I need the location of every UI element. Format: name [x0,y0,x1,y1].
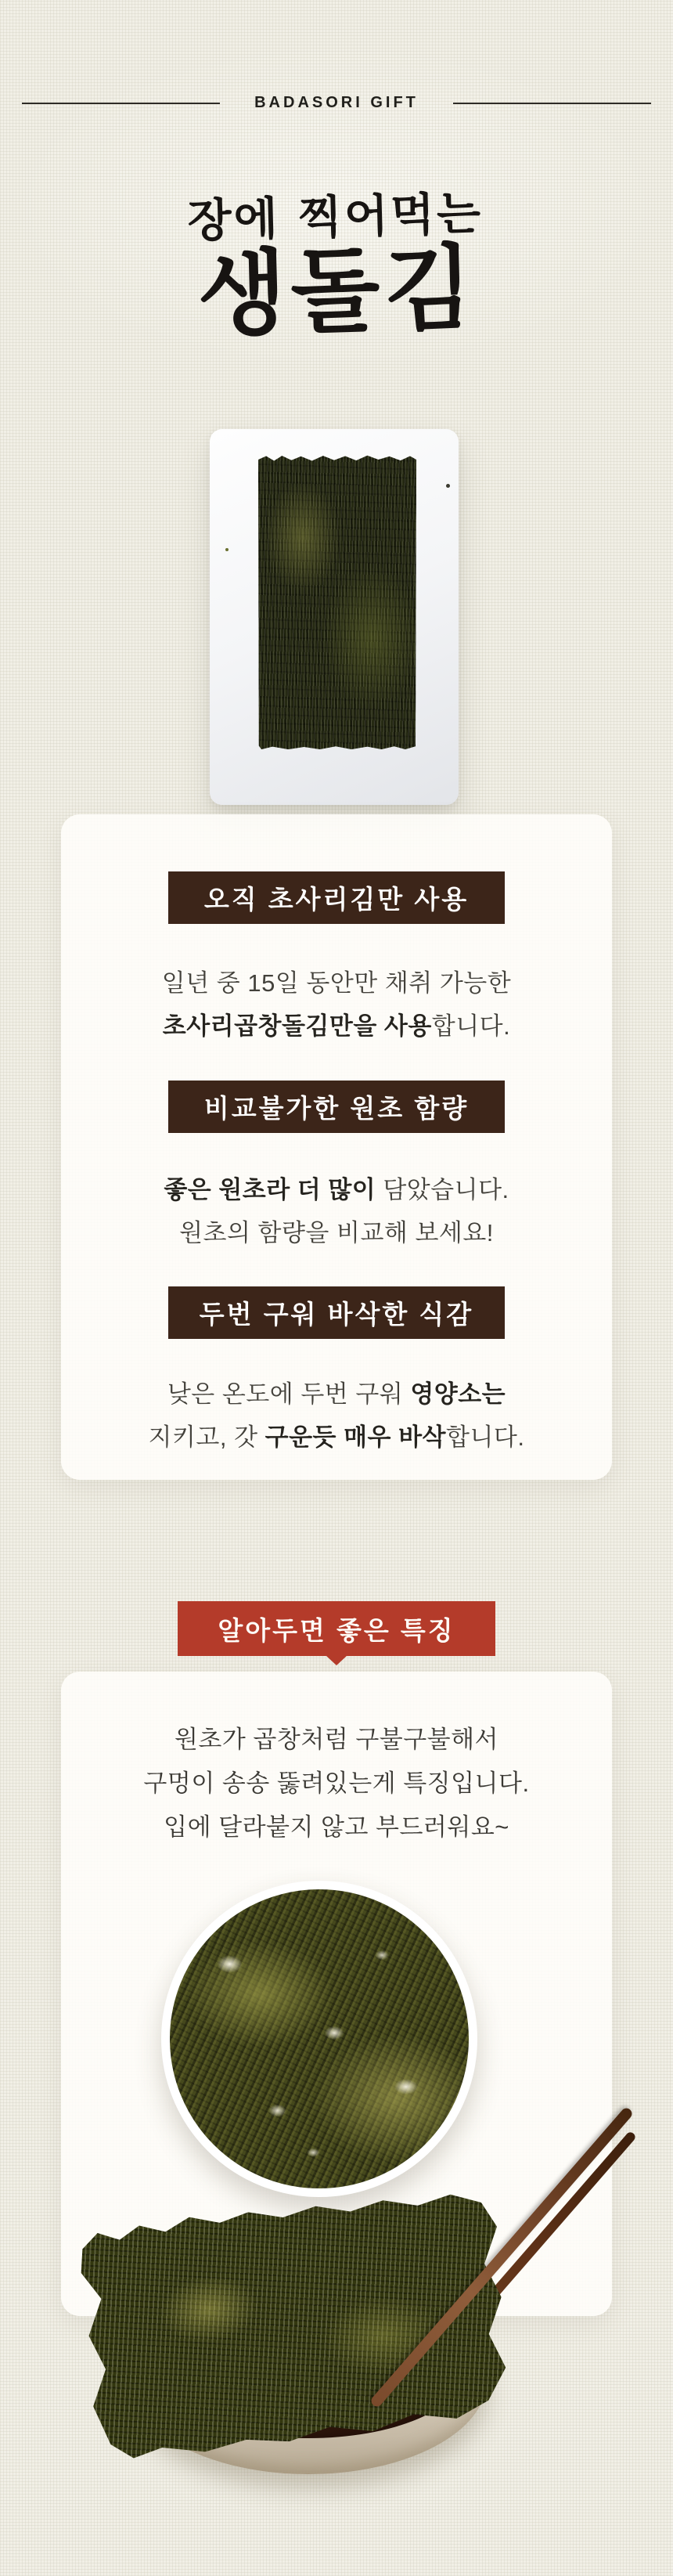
features-card [61,814,612,1480]
plate-speck [446,484,450,488]
feature-badge-2: 비교불가한 원초 함량 [168,1081,505,1133]
seaweed-closeup-circle-photo [161,1881,477,2197]
badge-pointer-icon [326,1655,347,1665]
feature-text-1 [61,961,612,1048]
tip-line-1: 원초가 곱창처럼 구불구불해서 [174,1726,499,1753]
tip-line-2: 구멍이 송송 뚫려있는게 특징입니다. [143,1770,530,1797]
hero-title-line2: 생돌김 [196,233,479,349]
feature-3-line-2: 지키고, 갓 구운듯 매우 바삭합니다. [148,1423,525,1451]
brand-header [0,94,673,112]
feature-badge-1: 오직 초사리김만 사용 [168,871,505,924]
feature-text-3 [61,1373,612,1459]
tip-badge: 알아두면 좋은 특징 [178,1601,495,1656]
brand-title: BADASORI GIFT [254,94,419,111]
feature-1-line-1: 일년 중 15일 동안만 채취 가능한 [161,969,512,997]
feature-badge-3: 두번 구워 바삭한 식감 [168,1286,505,1339]
feature-3-line-1: 낮은 온도에 두번 구워 영양소는 [167,1380,506,1408]
feature-1-line-2: 초사리곱창돌김만을 사용합니다. [162,1012,511,1040]
brand-divider-right [453,103,651,104]
product-photo-plate [210,429,459,805]
hero-title [0,184,673,348]
brand-divider-left [22,103,220,104]
feature-text-2 [61,1168,612,1254]
hero-title-line1: 장에 찍어먹는 [186,186,484,247]
feature-2-line-1: 좋은 원초라 더 많이 담았습니다. [164,1176,509,1203]
tip-line-3: 입에 달라붙지 않고 부드러워요~ [164,1813,509,1841]
tip-text [61,1718,612,1849]
feature-2-line-2: 원초의 함량을 비교해 보세요! [179,1219,494,1247]
seaweed-stack-photo [258,455,416,749]
plate-speck [225,548,229,551]
